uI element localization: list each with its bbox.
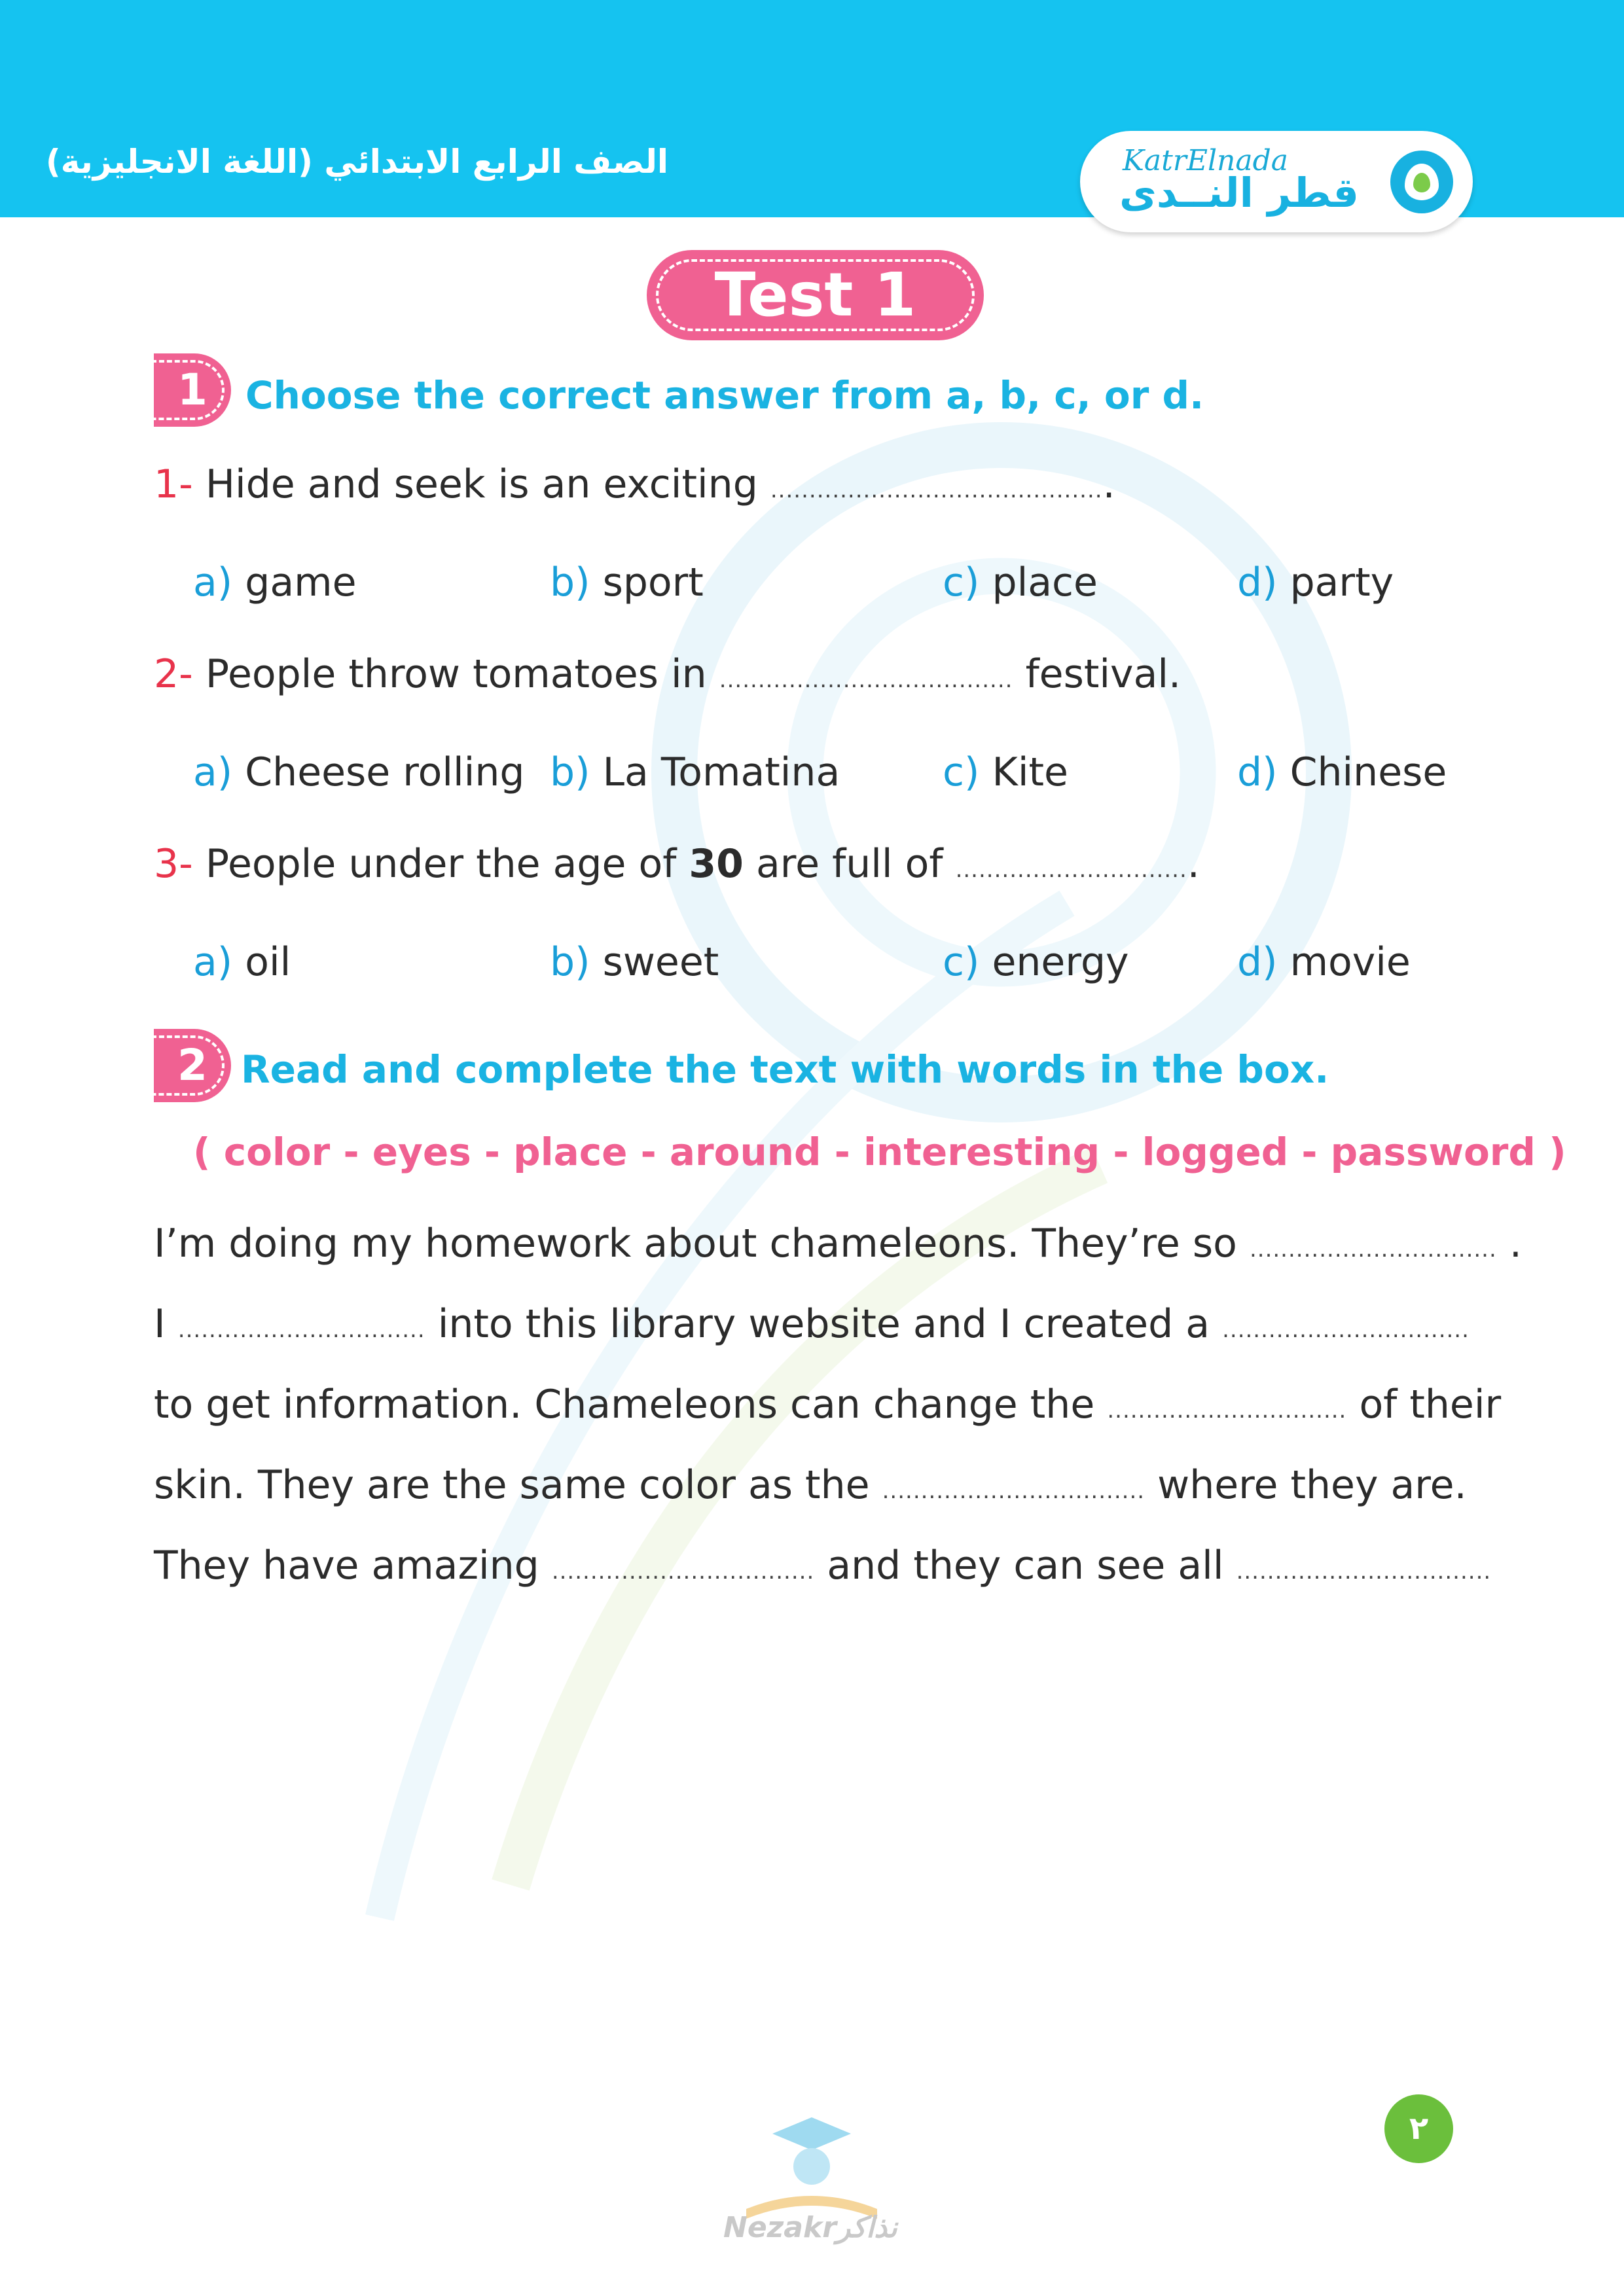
question-2: 2- People throw tomatoes in ...................................... festival.: [154, 651, 1182, 697]
page-number: ٢: [1384, 2094, 1453, 2163]
page-header: [0, 0, 1624, 217]
katr-elnada-logo: [1080, 131, 1473, 232]
paragraph-line-5: They have amazing .................................. and they can see all .................................: [154, 1543, 1492, 1588]
question-1: 1- Hide and seek is an exciting ............................................: [154, 461, 1115, 507]
option-2d: d) Chinese: [1237, 749, 1447, 795]
section-1-number: 1: [177, 365, 208, 415]
logo-arabic-text: قطر النــدى: [1119, 169, 1360, 217]
paragraph-line-4: skin. They are the same color as the .................................. where they are.: [154, 1462, 1467, 1508]
paragraph-line-2: I ................................ into this library website and I created a ................................: [154, 1301, 1470, 1347]
option-3b: b) sweet: [550, 939, 719, 985]
section-2-badge: [154, 1029, 231, 1102]
option-2b: b) La Tomatina: [550, 749, 840, 795]
option-2c: c) Kite: [943, 749, 1068, 795]
paragraph-line-1: I’m doing my homework about chameleons. They’re so ................................ .: [154, 1221, 1522, 1266]
section-2-number: 2: [177, 1040, 208, 1090]
option-1a: a) game: [193, 560, 357, 605]
logo-english-text: KatrElnada: [1123, 144, 1288, 177]
word-box: ( color - eyes - place - around - interesting - logged - password ): [193, 1130, 1566, 1174]
section-1-badge: [154, 353, 231, 427]
option-3a: a) oil: [193, 939, 291, 985]
option-3c: c) energy: [943, 939, 1129, 985]
option-3d: d) movie: [1237, 939, 1411, 985]
section-1-title: Choose the correct answer from a, b, c, or d.: [245, 373, 1204, 418]
option-1d: d) party: [1237, 560, 1394, 605]
option-1c: c) place: [943, 560, 1098, 605]
option-2a: a) Cheese rolling: [193, 749, 525, 795]
grade-title: الصف الرابع الابتدائي (اللغة الانجليزية): [45, 143, 668, 181]
test-title: Test 1: [714, 260, 916, 330]
section-2-title: Read and complete the text with words in the box.: [241, 1047, 1329, 1092]
question-3: 3- People under the age of 30 are full of ...............................: [154, 841, 1200, 887]
drop-icon: [1390, 151, 1453, 213]
footer-brand: Nezakrنذاكر: [723, 2211, 897, 2244]
paragraph-line-3: to get information. Chameleons can change the ............................... of their: [154, 1382, 1502, 1427]
test-title-badge: [647, 250, 984, 340]
option-1b: b) sport: [550, 560, 704, 605]
